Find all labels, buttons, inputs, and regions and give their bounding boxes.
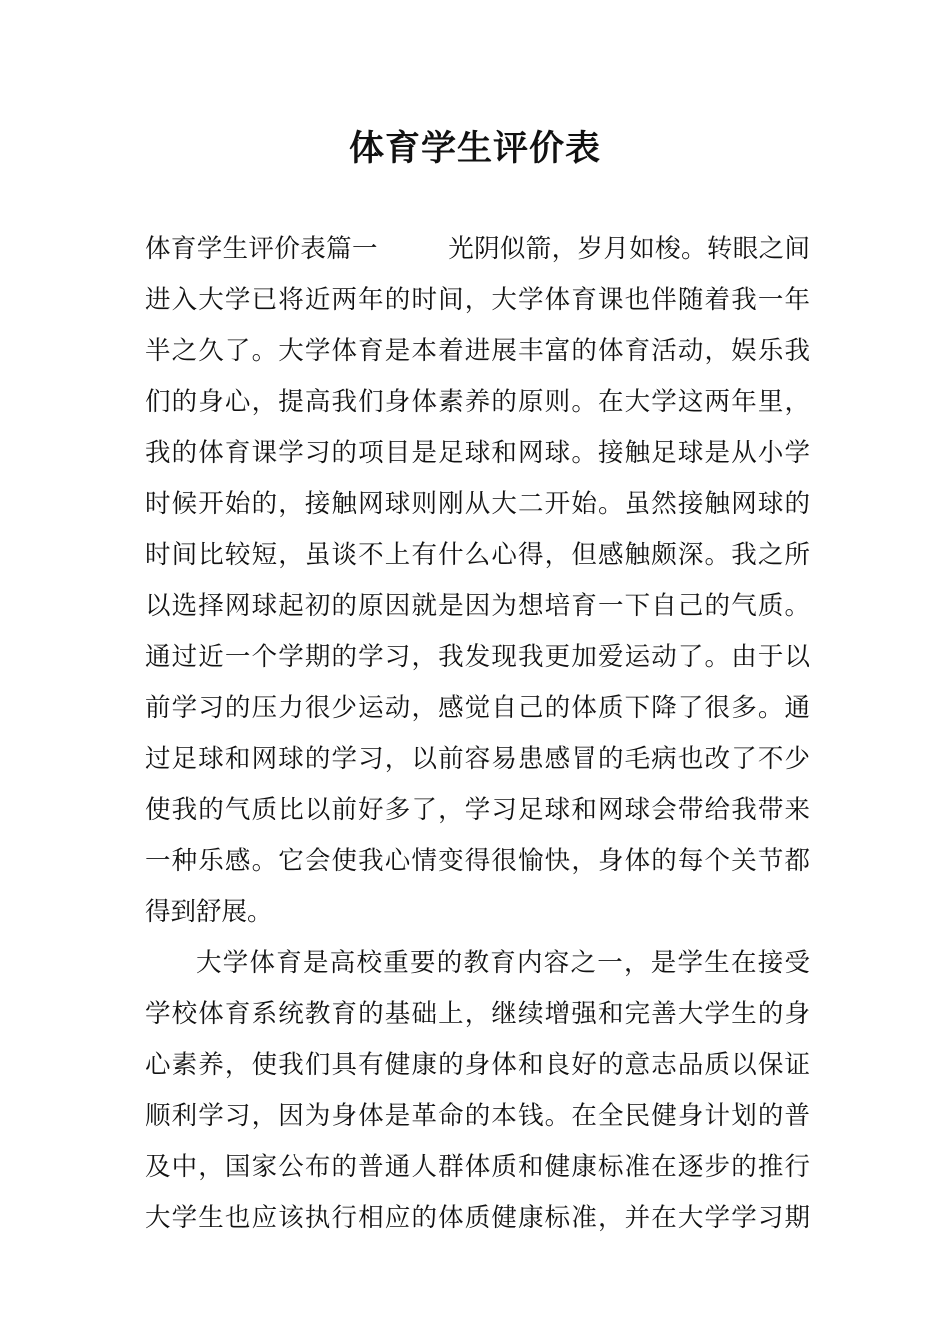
text-line-13: 一种乐感。它会使我心情变得很愉快，身体的每个关节都 — [145, 846, 810, 876]
text-line-6: 时候开始的，接触网球则刚从大二开始。虽然接触网球的 — [145, 489, 810, 519]
text-line-11: 过足球和网球的学习，以前容易患感冒的毛病也改了不少 — [145, 744, 810, 774]
text-line-8: 以选择网球起初的原因就是因为想培育一下自己的气质。 — [145, 591, 810, 621]
text-line-16: 学校体育系统教育的基础上，继续增强和完善大学生的身 — [145, 999, 810, 1029]
text-line-1-content: 光阴似箭，岁月如梭。转眼之间 — [447, 234, 810, 264]
text-line-20: 大学生也应该执行相应的体质健康标准，并在大学学习期 — [145, 1203, 810, 1233]
text-line-17: 心素养，使我们具有健康的身体和良好的意志品质以保证 — [145, 1050, 810, 1080]
document-body — [145, 224, 810, 1244]
text-line-7: 时间比较短，虽谈不上有什么心得，但感触颇深。我之所 — [145, 540, 810, 570]
text-line-18: 顺利学习，因为身体是革命的本钱。在全民健身计划的普 — [145, 1101, 810, 1131]
text-line-12: 使我的气质比以前好多了，学习足球和网球会带给我带来 — [145, 795, 810, 825]
page-title: 体育学生评价表 — [348, 128, 601, 169]
text-line-9: 通过近一个学期的学习，我发现我更加爱运动了。由于以 — [145, 642, 810, 672]
text-line-15: 大学体育是高校重要的教育内容之一，是学生在接受 — [196, 948, 810, 978]
text-line-10: 前学习的压力很少运动，感觉自己的体质下降了很多。通 — [145, 693, 810, 723]
section-heading-inline: 体育学生评价表篇一 — [145, 234, 378, 264]
text-line-4: 们的身心，提高我们身体素养的原则。在大学这两年里， — [145, 387, 810, 417]
text-line-2: 进入大学已将近两年的时间，大学体育课也伴随着我一年 — [145, 285, 810, 315]
text-line-5: 我的体育课学习的项目是足球和网球。接触足球是从小学 — [145, 438, 810, 468]
text-line-1 — [145, 224, 810, 275]
text-line-3: 半之久了。大学体育是本着进展丰富的体育活动，娱乐我 — [145, 336, 810, 366]
text-line-19: 及中，国家公布的普通人群体质和健康标准在逐步的推行 — [145, 1152, 810, 1182]
text-line-14: 得到舒展。 — [145, 897, 273, 927]
